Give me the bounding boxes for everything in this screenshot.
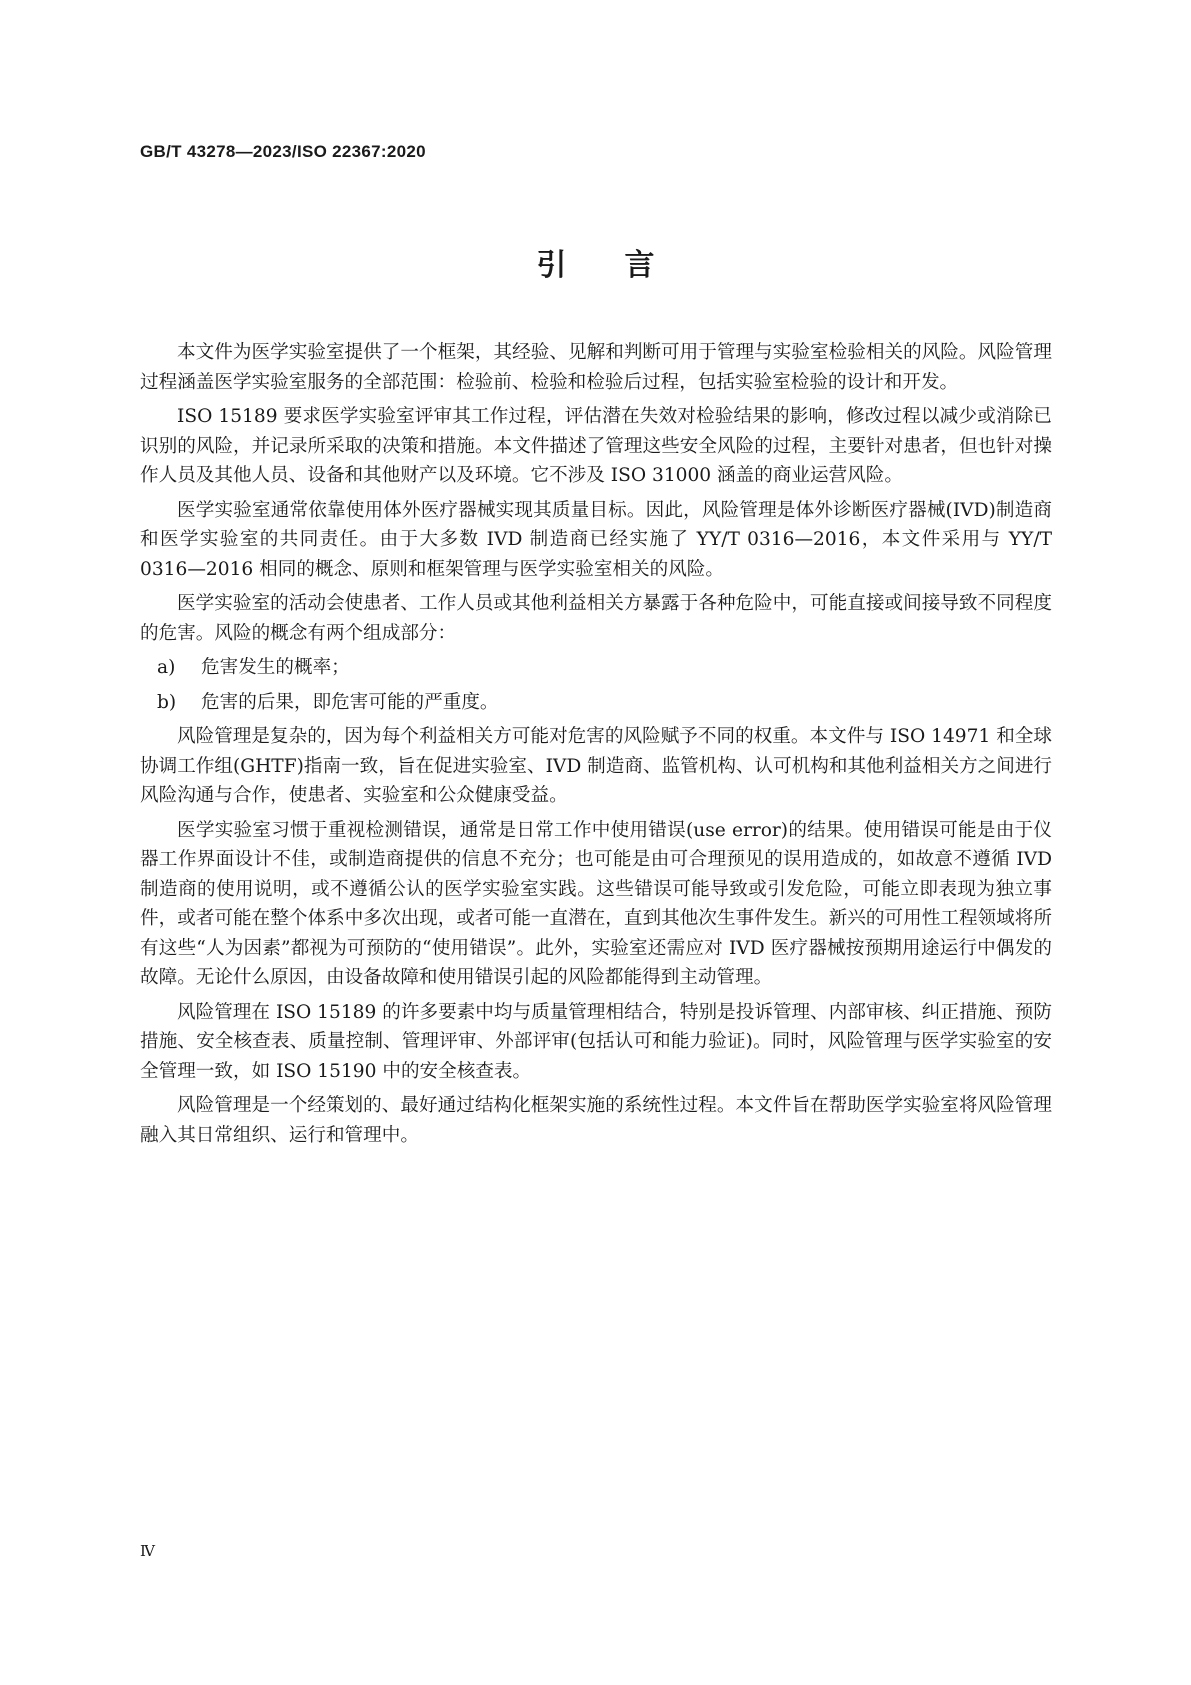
standard-code: GB/T 43278—2023/ISO 22367:2020	[140, 142, 426, 161]
paragraph-4: 医学实验室的活动会使患者、工作人员或其他利益相关方暴露于各种危险中，可能直接或间接导致不同程度的危害。风险的概念有两个组成部分：	[140, 593, 1052, 644]
page-title: 引言	[536, 248, 713, 283]
paragraph-5: 风险管理是复杂的，因为每个利益相关方可能对危害的风险赋予不同的权重。本文件与 ISO 14971 和全球协调工作组(GHTF)指南一致，旨在促进实验室、IVD 制造商、监管机构、认可机构和其他利益相关方之间进行风险沟通与合作，使患者、实验室和公众健康受益。	[140, 726, 1053, 806]
paragraph-1: 本文件为医学实验室提供了一个框架，其经验、见解和判断可用于管理与实验室检验相关的风险。风险管理过程涵盖医学实验室服务的全部范围：检验前、检验和检验后过程，包括实验室检验的设计和开发。	[140, 342, 1052, 393]
list-item-text: 危害发生的概率；	[201, 657, 350, 678]
list-item-b	[140, 688, 1052, 718]
paragraph-3: 医学实验室通常依靠使用体外医疗器械实现其质量目标。因此，风险管理是体外诊断医疗器械(IVD)制造商和医学实验室的共同责任。由于大多数 IVD 制造商已经实施了 YY/T 0316—2016，本文件采用与 YY/T 0316—2016 相同的概念、原则和框架管理与医学实验室相关的风险。	[140, 499, 1052, 580]
document-body	[140, 338, 1052, 1155]
paragraph-8: 风险管理是一个经策划的、最好通过结构化框架实施的系统性过程。本文件旨在帮助医学实验室将风险管理融入其日常组织、运行和管理中。	[140, 1095, 1052, 1146]
paragraph-2: ISO 15189 要求医学实验室评审其工作过程，评估潜在失效对检验结果的影响，修改过程以减少或消除已识别的风险，并记录所采取的决策和措施。本文件描述了管理这些安全风险的过程，主要针对患者，但也针对操作人员及其他人员、设备和其他财产以及环境。它不涉及 ISO 31000 涵盖的商业运营风险。	[140, 406, 1052, 486]
paragraph-7: 风险管理在 ISO 15189 的许多要素中均与质量管理相结合，特别是投诉管理、内部审核、纠正措施、预防措施、安全核查表、质量控制、管理评审、外部评审(包括认可和能力验证)。同时，风险管理与医学实验室的安全管理一致，如 ISO 15190 中的安全核查表。	[140, 1001, 1052, 1082]
list-item-a	[140, 653, 1052, 683]
list-item-text: 危害的后果，即危害可能的严重度。	[201, 691, 499, 713]
list-marker: b)	[157, 691, 177, 713]
list-marker: a)	[157, 657, 176, 678]
paragraph-6: 医学实验室习惯于重视检测错误，通常是日常工作中使用错误(use error)的结果。使用错误可能是由于仪器工作界面设计不佳，或制造商提供的信息不充分；也可能是由可合理预见的误用造成的，如故意不遵循 IVD 制造商的使用说明，或不遵循公认的医学实验室实践。这些错误可能导致或引发危险，可能立即表现为独立事件，或者可能在整个体系中多次出现，或者可能一直潜在，直到其他次生事件发生。新兴的可用性工程领域将所有这些“人为因素”都视为可预防的“使用错误”。此外，实验室还需应对 IVD 医疗器械按预期用途运行中偶发的故障。无论什么原因，由设备故障和使用错误引起的风险都能得到主动管理。	[140, 819, 1052, 988]
page-number: Ⅳ	[140, 1542, 155, 1560]
